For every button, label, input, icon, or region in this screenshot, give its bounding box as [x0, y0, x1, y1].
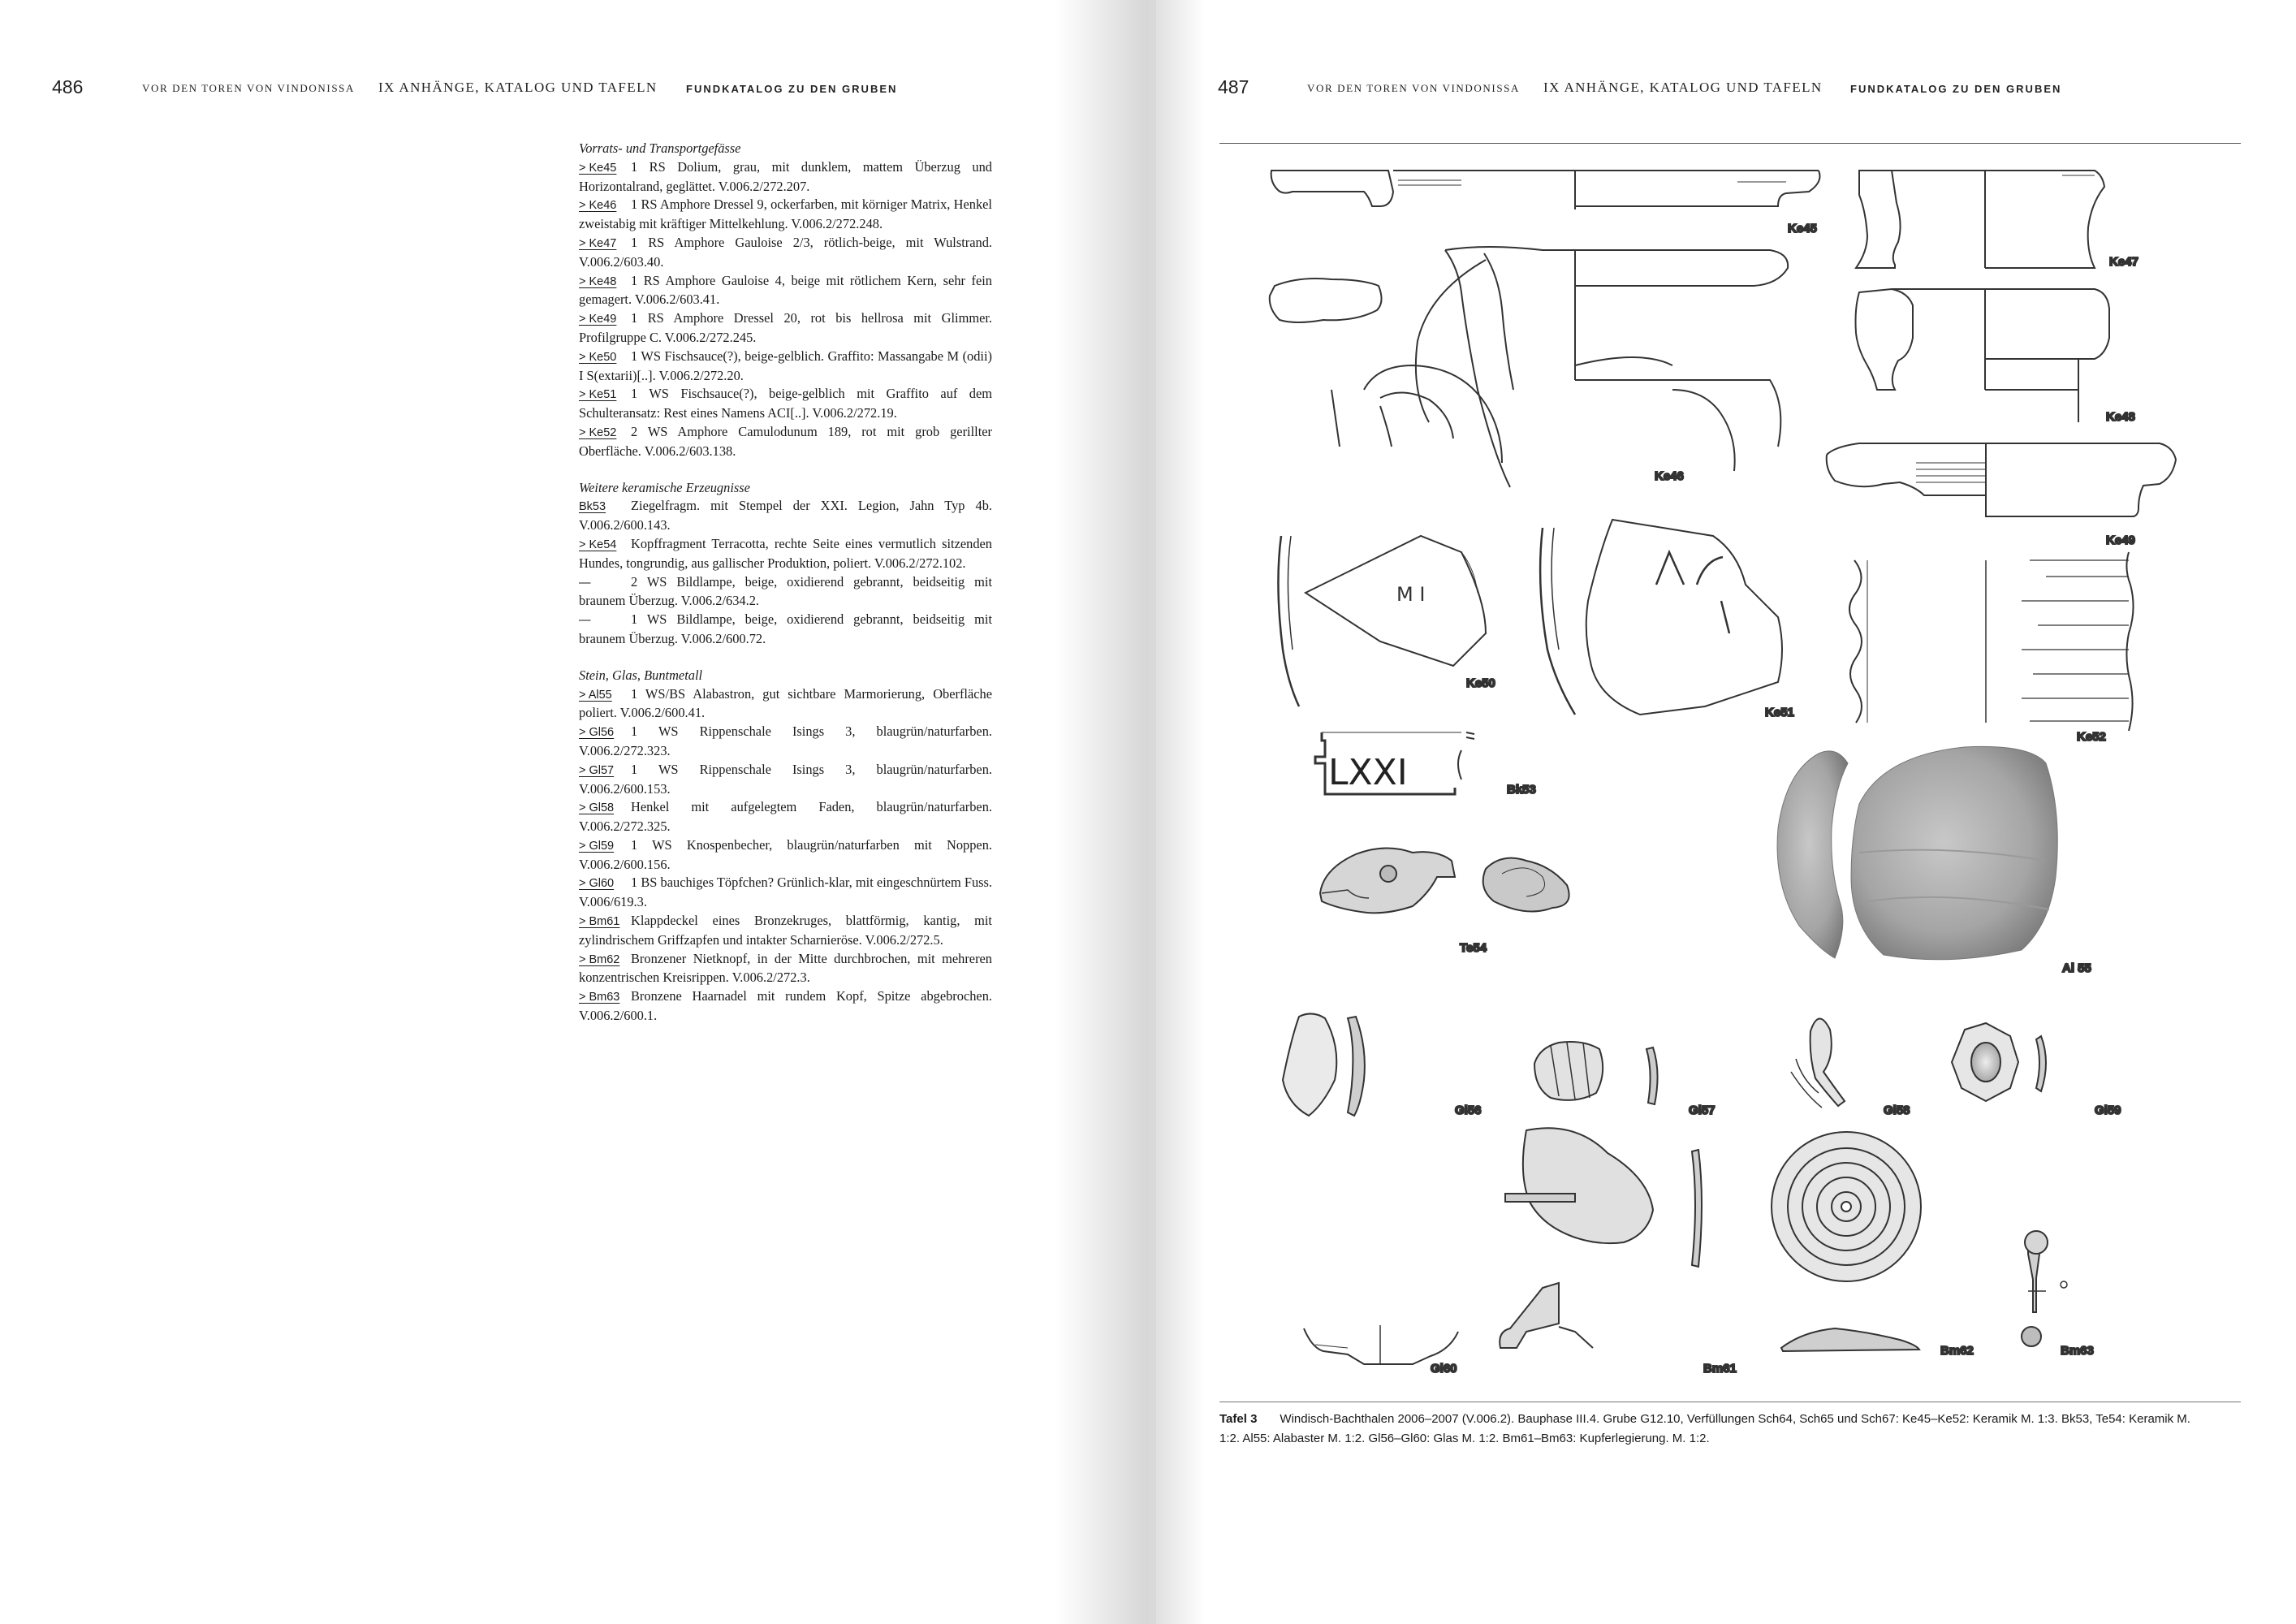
catalog-entry — [579, 987, 992, 1026]
label-ke45: Ke45 — [1788, 222, 1817, 235]
catalog-entry — [579, 196, 992, 234]
catalog-entry — [579, 497, 992, 535]
catalog-entry-id[interactable]: > Ke46 — [579, 199, 617, 213]
drawing-bk53 — [1315, 732, 1474, 794]
catalog-entry — [579, 309, 992, 348]
running-head-section: FUNDKATALOG ZU DEN GRUBEN — [1850, 83, 2062, 95]
catalog-entry — [579, 158, 992, 197]
label-bm62: Bm62 — [1940, 1344, 1974, 1358]
section-title: Stein, Glas, Buntmetall — [579, 667, 703, 683]
drawing-gl60 — [1304, 1325, 1458, 1364]
catalog-entry-id[interactable]: > Gl56 — [579, 726, 615, 740]
drawing-te54 — [1320, 848, 1569, 913]
plate-caption — [1219, 1410, 2202, 1449]
label-ke50: Ke50 — [1466, 676, 1495, 690]
catalog-entry-id: — — [579, 614, 591, 628]
drawing-bm62 — [1772, 1132, 1921, 1351]
label-al55: Al 55 — [2062, 961, 2091, 975]
drawing-ke49 — [1827, 443, 2176, 516]
catalog-entry — [579, 912, 992, 950]
catalog-entry — [579, 385, 992, 423]
label-gl60: Gl60 — [1431, 1362, 1457, 1376]
catalog-entry-id[interactable]: > Bm61 — [579, 915, 620, 929]
catalog-entry — [579, 761, 992, 799]
plate-caption-text: Windisch-Bachthalen 2006–2007 (V.006.2). Bauphase III.4. Grube G12.10, Verfüllungen Sch64, Sch65 und Sch67: Ke45–Ke52: Keramik M. 1:3. Bk53, Te54: Keramik M. 1:2. Al55: Alabaster M. 1:2. Gl56–Gl60: Glas M. 1:2. Bm61–Bm63: Kupferlegierung. M. 1:2. — [1219, 1412, 2190, 1445]
drawing-ke45 — [1271, 171, 1820, 209]
running-head-section: FUNDKATALOG ZU DEN GRUBEN — [686, 83, 898, 95]
catalog-entry — [579, 874, 992, 912]
catalog-entry-id[interactable]: > Ke49 — [579, 313, 617, 326]
catalog-entry-text: Bronzener Nietknopf, in der Mitte durchbrochen, mit mehreren konzentrischen Kreisrippen. V.006.2/272.3. — [579, 950, 992, 986]
label-te54: Te54 — [1460, 941, 1487, 955]
catalog-entry-text: 1 WS Rippenschale Isings 3, blaugrün/naturfarben. V.006.2/600.153. — [579, 761, 992, 797]
section-title: Vorrats- und Transportgefässe — [579, 140, 741, 156]
drawing-ke52 — [1849, 552, 2134, 731]
page-fold-shadow — [1055, 0, 1148, 1624]
catalog-entry-text: 1 RS Amphore Gauloise 2/3, rötlich-beige, mit Wulstrand. V.006.2/603.40. — [579, 234, 992, 270]
label-bm63: Bm63 — [2061, 1344, 2094, 1358]
running-head-part: IX ANHÄNGE, KATALOG UND TAFELN — [378, 80, 658, 95]
catalog-entry — [579, 798, 992, 836]
catalog-entry-text: Bronzene Haarnadel mit rundem Kopf, Spitze abgebrochen. V.006.2/600.1. — [579, 988, 992, 1024]
label-ke52: Ke52 — [2077, 730, 2106, 744]
drawing-ke46 — [1270, 247, 1788, 487]
catalog-entry-id[interactable]: > Ke54 — [579, 538, 617, 551]
label-gl57: Gl57 — [1689, 1104, 1716, 1117]
catalog-entry — [579, 272, 992, 310]
plate-figures — [1218, 146, 2242, 1397]
catalog-entry-text: 1 WS Rippenschale Isings 3, blaugrün/naturfarben. V.006.2/272.323. — [579, 723, 992, 758]
catalog-entry-text: 2 WS Bildlampe, beige, oxidierend gebrannt, beidseitig mit braunem Überzug. V.006.2/634.2. — [579, 573, 992, 609]
catalog-entry-text: Ziegelfragm. mit Stempel der XXI. Legion, Jahn Typ 4b. V.006.2/600.143. — [579, 498, 992, 533]
drawing-gl56 — [1283, 1013, 1365, 1116]
catalog-entry-text: 1 BS bauchiges Töpfchen? Grünlich-klar, mit eingeschnürtem Fuss. V.006/619.3. — [579, 875, 992, 910]
page-fold-shadow — [1156, 0, 1205, 1624]
label-ke49: Ke49 — [2106, 533, 2135, 547]
label-gl56: Gl56 — [1455, 1104, 1482, 1117]
catalog-entry-id[interactable]: > Bm62 — [579, 952, 620, 966]
catalog-entry-id[interactable]: > Gl60 — [579, 877, 615, 891]
section-gap — [579, 461, 992, 479]
catalog-entry — [579, 535, 992, 573]
catalog-entry-text: 1 WS Fischsauce(?), beige-gelblich mit Graffito auf dem Schulteransatz: Rest eines Namens ACI[..]. V.006.2/272.19. — [579, 386, 992, 421]
section-title: Weitere keramische Erzeugnisse — [579, 479, 750, 495]
catalog-entry — [579, 836, 992, 875]
catalog-entry — [579, 348, 992, 386]
plate-number: Tafel 3 — [1219, 1412, 1258, 1426]
running-head-book: VOR DEN TOREN VON VINDONISSA — [1307, 82, 1520, 94]
catalog-entry-text: 2 WS Amphore Camulodunum 189, rot mit grob gerillter Oberfläche. V.006.2/603.138. — [579, 423, 992, 459]
catalog-entry-id[interactable]: > Ke45 — [579, 161, 617, 175]
catalog-entry-text: 1 WS Knospenbecher, blaugrün/naturfarben mit Noppen. V.006.2/600.156. — [579, 836, 992, 872]
catalog-entry-text: 1 RS Dolium, grau, mit dunklem, mattem Überzug und Horizontalrand, geglättet. V.006.2/272.207. — [579, 158, 992, 194]
catalog-entry-text: 1 RS Amphore Dressel 9, ockerfarben, mit körniger Matrix, Henkel zweistabig mit kräftiger Mittelkehlung. V.006.2/272.248. — [579, 197, 992, 232]
catalog-entry-id: — — [579, 576, 591, 590]
label-ke46: Ke46 — [1655, 469, 1684, 483]
label-bm61: Bm61 — [1703, 1362, 1737, 1376]
catalog-entry-id[interactable]: Bk53 — [579, 500, 606, 514]
svg-text:M I: M I — [1396, 583, 1426, 606]
photo-al55 — [1777, 746, 2057, 959]
catalog-column — [579, 140, 992, 1026]
catalog-entry-id[interactable]: > Al55 — [579, 688, 612, 702]
stamp-text: LXXI — [1328, 752, 1408, 793]
catalog-entry-id[interactable]: > Bm63 — [579, 991, 620, 1004]
catalog-entry-text: 1 WS Fischsauce(?), beige-gelblich. Graffito: Massangabe M (odii) I S(extarii)[..]. V.006.2/272.20. — [579, 348, 992, 383]
label-ke47: Ke47 — [2109, 255, 2138, 269]
catalog-entry-id[interactable]: > Gl58 — [579, 801, 615, 815]
section-gap — [579, 649, 992, 667]
catalog-entry-text: 1 RS Amphore Dressel 20, rot bis hellrosa mit Glimmer. Profilgruppe C. V.006.2/272.245. — [579, 310, 992, 345]
label-bk53: Bk53 — [1507, 783, 1536, 797]
drawing-gl58 — [1791, 1018, 1845, 1108]
drawing-gl57 — [1534, 1042, 1658, 1104]
drawing-ke50 — [1278, 536, 1486, 706]
catalog-entry — [579, 573, 992, 611]
label-ke48: Ke48 — [2106, 410, 2135, 424]
drawing-ke47 — [1856, 171, 2104, 268]
running-head-book: VOR DEN TOREN VON VINDONISSA — [142, 82, 355, 94]
page-number: 486 — [52, 76, 84, 97]
catalog-entry — [579, 234, 992, 272]
catalog-entry — [579, 611, 992, 649]
catalog-entry-text: Kopffragment Terracotta, rechte Seite eines vermutlich sitzenden Hundes, tongrundig, aus gallischer Produktion, poliert. V.006.2/272.102. — [579, 535, 992, 571]
drawing-ke48 — [1856, 289, 2110, 422]
catalog-entry-id[interactable]: > Ke48 — [579, 274, 617, 288]
catalog-entry — [579, 950, 992, 988]
catalog-entry-text: 1 WS Bildlampe, beige, oxidierend gebrannt, beidseitig mit braunem Überzug. V.006.2/600.72. — [579, 611, 992, 646]
catalog-entry-id[interactable]: > Ke51 — [579, 388, 617, 402]
catalog-entry-text: Henkel mit aufgelegtem Faden, blaugrün/naturfarben. V.006.2/272.325. — [579, 799, 992, 835]
label-ke51: Ke51 — [1765, 706, 1794, 719]
catalog-entry-id[interactable]: > Ke52 — [579, 425, 617, 439]
label-gl58: Gl58 — [1884, 1104, 1910, 1117]
drawing-bm61 — [1500, 1128, 1702, 1348]
label-gl59: Gl59 — [2095, 1104, 2121, 1117]
catalog-entry-text: Klappdeckel eines Bronzekruges, blattförmig, kantig, mit zylindrischem Griffzapfen und intakter Scharnieröse. V.006.2/272.5. — [579, 913, 992, 948]
plate-top-rule — [1219, 143, 2241, 144]
catalog-entry-text: 1 RS Amphore Gauloise 4, beige mit rötlichem Kern, sehr fein gemagert. V.006.2/603.41. — [579, 272, 992, 308]
catalog-entry — [579, 723, 992, 761]
catalog-entry — [579, 685, 992, 723]
running-head-part: IX ANHÄNGE, KATALOG UND TAFELN — [1543, 80, 1823, 95]
catalog-entry-id[interactable]: > Gl59 — [579, 839, 615, 853]
page-number: 487 — [1218, 76, 1249, 97]
drawing-bm63 — [2022, 1231, 2067, 1346]
drawing-gl59 — [1952, 1023, 2046, 1101]
drawing-ke51 — [1540, 520, 1782, 715]
catalog-entry-text: 1 WS/BS Alabastron, gut sichtbare Marmorierung, Oberfläche poliert. V.006.2/600.41. — [579, 685, 992, 721]
catalog-entry — [579, 423, 992, 461]
catalog-entry-id[interactable]: > Gl57 — [579, 763, 615, 777]
catalog-entry-id[interactable]: > Ke50 — [579, 350, 617, 364]
catalog-entry-id[interactable]: > Ke47 — [579, 236, 617, 250]
